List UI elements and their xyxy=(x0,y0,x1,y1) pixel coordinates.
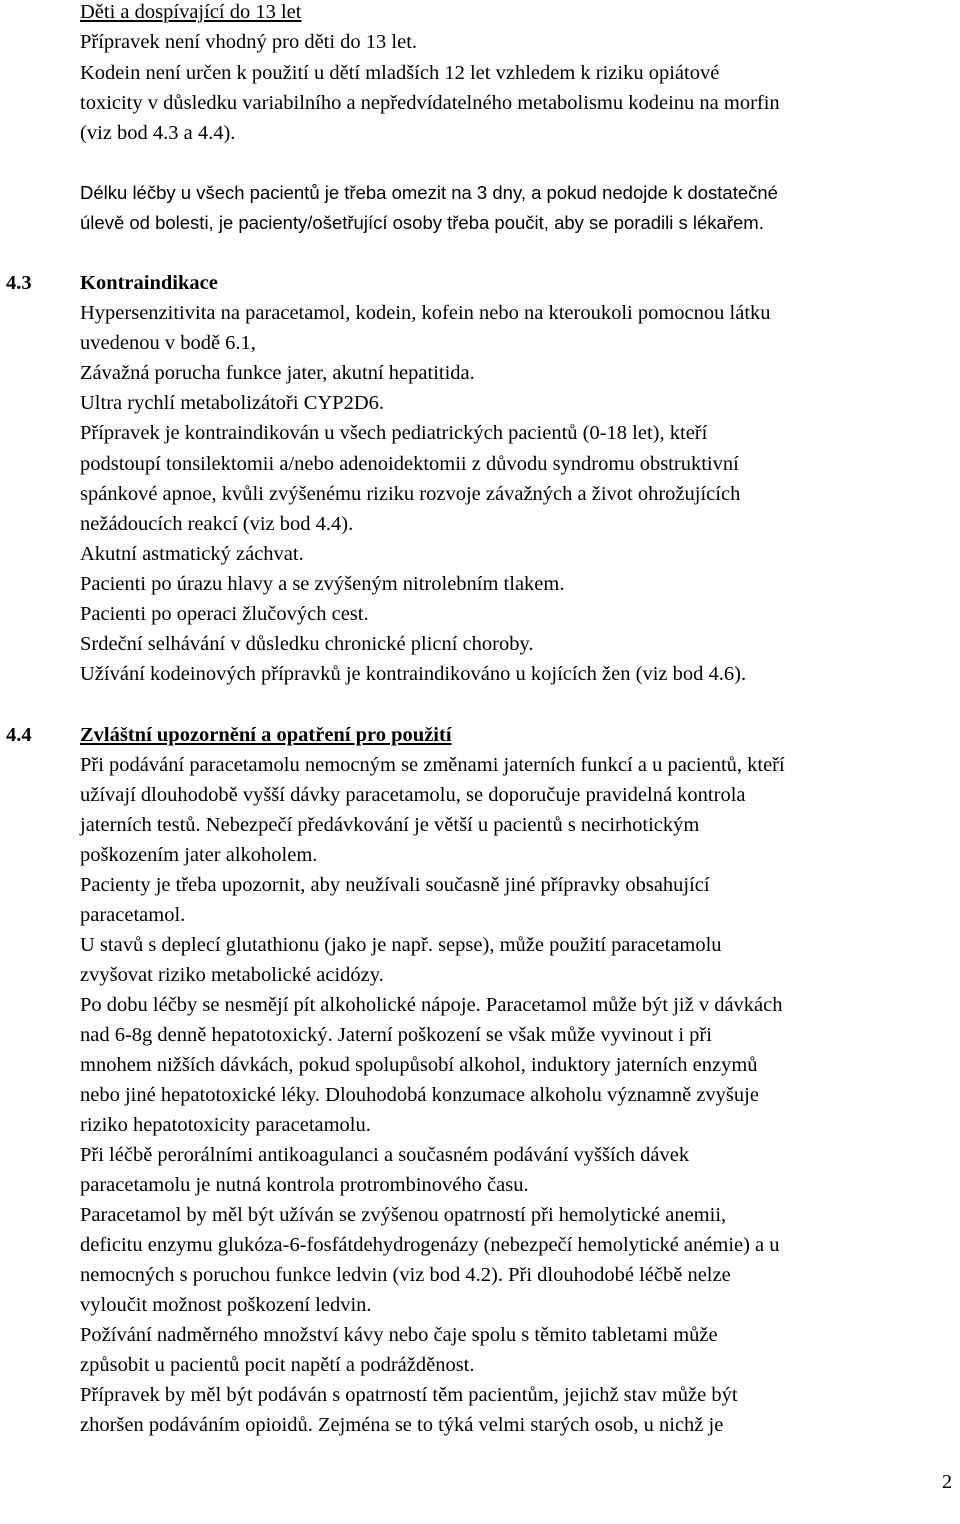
section-43-line: Srdeční selhávání v důsledku chronické plicní choroby. xyxy=(80,633,534,655)
section-44-title: Zvláštní upozornění a opatření pro použití xyxy=(80,724,452,746)
page-number: 2 xyxy=(942,1471,952,1493)
section-43-line: nežádoucích reakcí (viz bod 4.4). xyxy=(80,513,354,535)
section-43-line: spánkové apnoe, kvůli zvýšenému riziku rozvoje závažných a život ohrožujících xyxy=(80,483,741,505)
section-43-number: 4.3 xyxy=(6,272,32,294)
section-44-line: vyloučit možnost poškození ledvin. xyxy=(80,1294,372,1316)
section-44-line: způsobit u pacientů pocit napětí a podrážděnost. xyxy=(80,1354,475,1376)
section-44-line: Paracetamol by měl být užíván se zvýšenou opatrností při hemolytické anemii, xyxy=(80,1204,727,1226)
section-43-line: podstoupí tonsilektomii a/nebo adenoidektomii z důvodu syndromu obstruktivní xyxy=(80,453,739,475)
children-line: Přípravek není vhodný pro děti do 13 let. xyxy=(80,31,418,53)
children-line: (viz bod 4.3 a 4.4). xyxy=(80,122,236,144)
section-43-line: Akutní astmatický záchvat. xyxy=(80,543,304,565)
section-43-line: uvedenou v bodě 6.1, xyxy=(80,332,256,354)
duration-line: úlevě od bolesti, je pacienty/ošetřující osoby třeba poučit, aby se poradili s lékařem. xyxy=(80,212,764,233)
section-44-line: Při léčbě perorálními antikoagulanci a současném podávání vyšších dávek xyxy=(80,1144,690,1166)
section-44-line: Přípravek by měl být podáván s opatrností těm pacientům, jejichž stav může být xyxy=(80,1384,738,1406)
section-44-line: Pacienty je třeba upozornit, aby neužívali současně jiné přípravky obsahující xyxy=(80,874,710,896)
section-44-number: 4.4 xyxy=(6,724,32,746)
section-44-line: jaterních testů. Nebezpečí předávkování je větší u pacientů s necirhotickým xyxy=(80,814,700,836)
section-44-line: Požívání nadměrného množství kávy nebo čaje spolu s těmito tabletami může xyxy=(80,1324,718,1346)
section-44-line: nad 6-8g denně hepatotoxický. Jaterní poškození se však může vyvinout i při xyxy=(80,1024,712,1046)
children-heading: Děti a dospívající do 13 let xyxy=(80,1,302,23)
section-43-line: Ultra rychlí metabolizátoři CYP2D6. xyxy=(80,392,385,414)
section-44-line: U stavů s deplecí glutathionu (jako je např. sepse), může použití paracetamolu xyxy=(80,934,722,956)
section-44-line: Po dobu léčby se nesmějí pít alkoholické nápoje. Paracetamol může být již v dávkách xyxy=(80,994,783,1016)
children-line: toxicity v důsledku variabilního a nepředvídatelného metabolismu kodeinu na morfin xyxy=(80,92,780,114)
section-44-line: nemocných s poruchou funkce ledvin (viz bod 4.2). Při dlouhodobé léčbě nelze xyxy=(80,1264,731,1286)
section-44-line: paracetamol. xyxy=(80,904,186,926)
section-43-title: Kontraindikace xyxy=(80,272,218,294)
section-44-line: Při podávání paracetamolu nemocným se změnami jaterních funkcí a u pacientů, kteří xyxy=(80,754,785,776)
section-43-line: Přípravek je kontraindikován u všech pediatrických pacientů (0-18 let), kteří xyxy=(80,422,708,444)
section-44-line: paracetamolu je nutná kontrola protrombinového času. xyxy=(80,1174,529,1196)
section-44-line: zhoršen podáváním opioidů. Zejména se to týká velmi starých osob, u nichž je xyxy=(80,1414,724,1436)
section-44-line: zvyšovat riziko metabolické acidózy. xyxy=(80,964,384,986)
section-43-line: Pacienti po úrazu hlavy a se zvýšeným nitrolebním tlakem. xyxy=(80,573,565,595)
section-44-line: poškozením jater alkoholem. xyxy=(80,844,318,866)
section-44-line: mnohem nižších dávkách, pokud spolupůsobí alkohol, induktory jaterních enzymů xyxy=(80,1054,758,1076)
children-line: Kodein není určen k použití u dětí mladších 12 let vzhledem k riziku opiátové xyxy=(80,62,720,84)
section-44-line: užívají dlouhodobě vyšší dávky paracetamolu, se doporučuje pravidelná kontrola xyxy=(80,784,746,806)
duration-line: Délku léčby u všech pacientů je třeba omezit na 3 dny, a pokud nedojde k dostatečné xyxy=(80,182,778,203)
section-44-line: deficitu enzymu glukóza-6-fosfátdehydrogenázy (nebezpečí hemolytické anémie) a u xyxy=(80,1234,780,1256)
section-43-line: Pacienti po operaci žlučových cest. xyxy=(80,603,369,625)
section-44-line: nebo jiné hepatotoxické léky. Dlouhodobá konzumace alkoholu významně zvyšuje xyxy=(80,1084,759,1106)
section-44-line: riziko hepatotoxicity paracetamolu. xyxy=(80,1114,371,1136)
section-43-line: Hypersenzitivita na paracetamol, kodein, kofein nebo na kteroukoli pomocnou látku xyxy=(80,302,771,324)
section-43-line: Užívání kodeinových přípravků je kontraindikováno u kojících žen (viz bod 4.6). xyxy=(80,663,747,685)
section-43-line: Závažná porucha funkce jater, akutní hepatitida. xyxy=(80,362,475,384)
